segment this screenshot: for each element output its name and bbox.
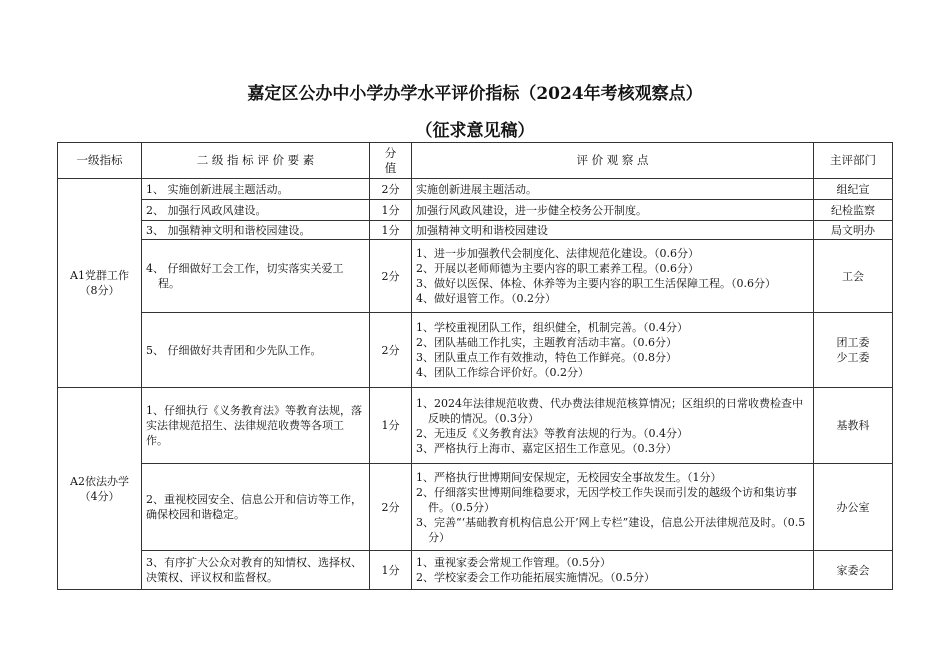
element-cell: 1、仔细执行《义务教育法》等教育法规，落实法律规范招生、法律规范收费等各项工作。 <box>142 388 370 464</box>
score-cell: 2分 <box>370 179 412 200</box>
point-item: 1、进一步加强教代会制度化、法律规范化建设。（0.6分） <box>416 247 699 260</box>
header-level1: 一级指标 <box>58 143 142 179</box>
group-score: （8分） <box>79 284 120 297</box>
element-cell: 3、有序扩大公众对教育的知情权、选择权、决策权、评议权和监督权。 <box>142 551 370 590</box>
point-item: 2、学校家委会工作功能拓展实施情况。（0.5分） <box>416 571 655 584</box>
score-cell: 1分 <box>370 200 412 221</box>
table-row <box>58 200 893 221</box>
point-item: 1、严格执行世博期间安保规定，无校园安全事故发生。（1分） <box>416 470 722 484</box>
points-cell <box>412 313 814 388</box>
point-item: 2、开展以老师师德为主要内容的职工素养工程。（0.6分） <box>416 262 699 275</box>
table-row <box>58 313 893 388</box>
document-title: 嘉定区公办中小学办学水平评价指标（2024年考核观察点） <box>247 84 703 104</box>
point-item: 1、学校重视团队工作，组织健全，机制完善。（0.4分） <box>416 321 688 334</box>
points-cell <box>412 240 814 313</box>
group-a1-cell <box>58 179 142 388</box>
group-score: （4分） <box>79 489 120 503</box>
point-item: 3、完善“‘基础教育机构信息公开’网上专栏”建设，信息公开法律规范及时。（0.5分） <box>416 515 806 544</box>
dept-line: 团工委 <box>836 336 870 349</box>
score-cell: 2分 <box>370 240 412 313</box>
score-cell: 1分 <box>370 221 412 240</box>
dept-line: 少工委 <box>836 351 870 364</box>
dept-cell: 工会 <box>814 240 893 313</box>
table-row <box>58 388 893 464</box>
point-item: 3、严格执行上海市、嘉定区招生工作意见。（0.3分） <box>416 441 677 455</box>
dept-cell: 家委会 <box>814 551 893 590</box>
dept-cell: 办公室 <box>814 464 893 551</box>
header-level2: 二 级 指 标 评 价 要 素 <box>142 143 370 179</box>
header-score <box>370 143 412 179</box>
points-cell <box>412 388 814 464</box>
evaluation-table <box>57 142 893 590</box>
dept-cell: 纪检监察 <box>814 200 893 221</box>
point-item: 3、团队重点工作有效推动，特色工作鲜亮。（0.8分） <box>416 351 677 364</box>
point-item: 4、做好退管工作。（0.2分） <box>416 292 556 305</box>
points-cell: 实施创新进展主题活动。 <box>412 179 814 200</box>
element-cell <box>142 240 370 313</box>
element-cell: 3、 加强精神文明和谐校园建设。 <box>142 221 370 240</box>
score-cell: 2分 <box>370 464 412 551</box>
point-item: 4、团队工作综合评价好。（0.2分） <box>416 366 589 379</box>
points-cell: 加强精神文明和谐校园建设 <box>412 221 814 240</box>
header-score-line2: 值 <box>384 160 397 175</box>
point-item: 2、仔细落实世博期间维稳要求，无因学校工作失误而引发的越级个访和集访事件。（0.5分） <box>416 485 797 514</box>
element-cell: 2、重视校园安全、信息公开和信访等工作，确保校园和谐稳定。 <box>142 464 370 551</box>
header-dept: 主评部门 <box>814 143 893 179</box>
dept-cell: 局文明办 <box>814 221 893 240</box>
table-row <box>58 551 893 590</box>
point-item: 2、团队基础工作扎实，主题教育活动丰富。（0.6分） <box>416 336 677 349</box>
point-item: 3、做好以医保、体检、休养等为主要内容的职工生活保障工程。（0.6分） <box>416 277 776 290</box>
dept-cell: 组纪宣 <box>814 179 893 200</box>
table-row <box>58 240 893 313</box>
group-name: A2依法办学 <box>70 474 129 488</box>
header-points: 评 价 观 察 点 <box>412 143 814 179</box>
group-name: A1党群工作 <box>70 269 129 282</box>
dept-cell <box>814 313 893 388</box>
table-row <box>58 464 893 551</box>
element-text: 4、 仔细做好工会工作，切实落实关爱工程。 <box>146 262 344 290</box>
score-cell: 1分 <box>370 388 412 464</box>
group-a2-cell <box>58 388 142 590</box>
header-score-line1: 分 <box>384 145 397 160</box>
dept-cell: 基教科 <box>814 388 893 464</box>
element-cell: 5、 仔细做好共青团和少先队工作。 <box>142 313 370 388</box>
element-cell: 2、 加强行风政风建设。 <box>142 200 370 221</box>
points-cell: 加强行风政风建设，进一步健全校务公开制度。 <box>412 200 814 221</box>
point-item: 1、2024年法律规范收费、代办费法律规范核算情况；区组织的日常收费检查中反映的情况。（0.3分） <box>416 396 803 425</box>
table-row <box>58 221 893 240</box>
point-item: 2、无违反《义务教育法》等教育法规的行为。（0.4分） <box>416 426 688 440</box>
table-row <box>58 179 893 200</box>
score-cell: 2分 <box>370 313 412 388</box>
points-cell <box>412 551 814 590</box>
header-row <box>58 143 893 179</box>
element-cell: 1、 实施创新进展主题活动。 <box>142 179 370 200</box>
point-item: 1、重视家委会常规工作管理。（0.5分） <box>416 556 611 569</box>
points-cell <box>412 464 814 551</box>
document-subtitle: （征求意见稿） <box>415 121 535 141</box>
score-cell: 1分 <box>370 551 412 590</box>
